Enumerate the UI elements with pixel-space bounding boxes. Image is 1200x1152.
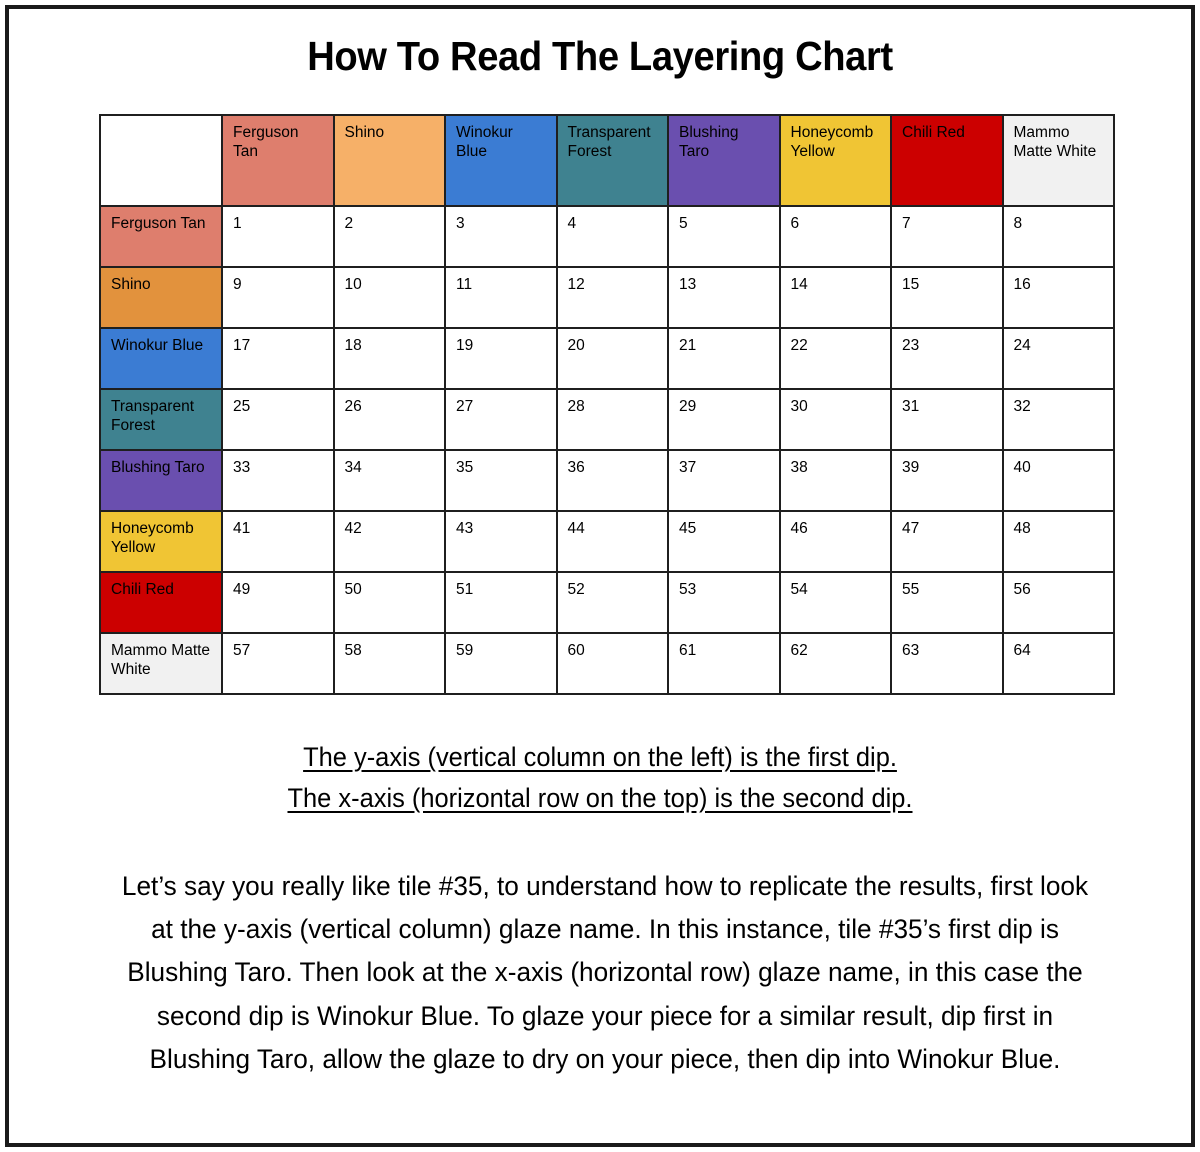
page-frame [5, 5, 1195, 1147]
tile-cell: 54 [780, 572, 892, 633]
table-row [100, 328, 1114, 389]
tile-cell: 34 [334, 450, 446, 511]
tile-cell: 15 [891, 267, 1003, 328]
axis-note-x: The x-axis (horizontal row on the top) is the second dip. [287, 782, 913, 813]
tile-cell: 50 [334, 572, 446, 633]
tile-cell: 20 [557, 328, 669, 389]
tile-cell: 33 [222, 450, 334, 511]
tile-cell: 19 [445, 328, 557, 389]
tile-cell: 31 [891, 389, 1003, 450]
tile-cell: 64 [1003, 633, 1115, 694]
column-header-ferguson-tan: Ferguson Tan [222, 115, 334, 206]
tile-cell: 60 [557, 633, 669, 694]
column-header-blushing-taro: Blushing Taro [668, 115, 780, 206]
row-header-blushing-taro: Blushing Taro [100, 450, 222, 511]
tile-cell: 6 [780, 206, 892, 267]
tile-cell: 53 [668, 572, 780, 633]
explanation-paragraph: Let’s say you really like tile #35, to understand how to replicate the results, first look at the y-axis (vertical column) glaze name. In this instance, tile #35’s first dip is Blushing Taro. Then look at the x-axis (horizontal row) glaze name, in this case the second dip is Winokur Blue. To glaze your piece for a similar result, dip first in Blushing Taro, allow the glaze to dry on your piece, then dip into Winokur Blue. [121, 871, 1089, 1074]
row-header-transparent-forest: Transparent Forest [100, 389, 222, 450]
tile-cell: 48 [1003, 511, 1115, 572]
tile-cell: 56 [1003, 572, 1115, 633]
table-row [100, 633, 1114, 694]
column-header-chili-red: Chili Red [891, 115, 1003, 206]
tile-cell: 9 [222, 267, 334, 328]
tile-cell: 11 [445, 267, 557, 328]
tile-cell: 63 [891, 633, 1003, 694]
row-header-winokur-blue: Winokur Blue [100, 328, 222, 389]
tile-cell: 13 [668, 267, 780, 328]
table-row [100, 389, 1114, 450]
tile-cell: 29 [668, 389, 780, 450]
tile-cell: 5 [668, 206, 780, 267]
row-header-shino: Shino [100, 267, 222, 328]
page-title: How To Read The Layering Chart [307, 33, 893, 79]
tile-cell: 36 [557, 450, 669, 511]
table-row [100, 511, 1114, 572]
table-row [100, 572, 1114, 633]
tile-cell: 40 [1003, 450, 1115, 511]
tile-cell: 45 [668, 511, 780, 572]
column-header-transparent-forest: Transparent Forest [557, 115, 669, 206]
tile-cell: 4 [557, 206, 669, 267]
tile-cell: 41 [222, 511, 334, 572]
layering-chart [99, 114, 1113, 695]
column-header-winokur-blue: Winokur Blue [445, 115, 557, 206]
tile-cell: 51 [445, 572, 557, 633]
tile-cell: 27 [445, 389, 557, 450]
table-corner-cell [100, 115, 222, 206]
tile-cell: 10 [334, 267, 446, 328]
row-header-chili-red: Chili Red [100, 572, 222, 633]
row-header-ferguson-tan: Ferguson Tan [100, 206, 222, 267]
axis-notes [9, 737, 1191, 818]
tile-cell: 61 [668, 633, 780, 694]
tile-cell: 37 [668, 450, 780, 511]
tile-cell: 39 [891, 450, 1003, 511]
column-header-shino: Shino [334, 115, 446, 206]
row-header-mammo-matte-white: Mammo Matte White [100, 633, 222, 694]
tile-cell: 57 [222, 633, 334, 694]
table-header-row [100, 115, 1114, 206]
tile-cell: 23 [891, 328, 1003, 389]
row-header-honeycomb-yellow: Honeycomb Yellow [100, 511, 222, 572]
tile-cell: 30 [780, 389, 892, 450]
tile-cell: 43 [445, 511, 557, 572]
column-header-mammo-matte-white: Mammo Matte White [1003, 115, 1115, 206]
table-row [100, 450, 1114, 511]
tile-cell: 32 [1003, 389, 1115, 450]
tile-cell: 21 [668, 328, 780, 389]
table-body [100, 115, 1114, 694]
tile-cell: 18 [334, 328, 446, 389]
tile-cell: 58 [334, 633, 446, 694]
table-row [100, 206, 1114, 267]
tile-cell: 1 [222, 206, 334, 267]
tile-cell: 25 [222, 389, 334, 450]
layering-table [99, 114, 1115, 695]
tile-cell: 42 [334, 511, 446, 572]
tile-cell: 28 [557, 389, 669, 450]
tile-cell: 24 [1003, 328, 1115, 389]
tile-cell: 44 [557, 511, 669, 572]
axis-note-y: The y-axis (vertical column on the left) is the first dip. [303, 742, 897, 772]
tile-cell: 14 [780, 267, 892, 328]
tile-cell: 22 [780, 328, 892, 389]
tile-cell: 49 [222, 572, 334, 633]
column-header-honeycomb-yellow: Honeycomb Yellow [780, 115, 892, 206]
tile-cell: 46 [780, 511, 892, 572]
tile-cell: 16 [1003, 267, 1115, 328]
tile-cell: 38 [780, 450, 892, 511]
tile-cell: 55 [891, 572, 1003, 633]
tile-cell: 2 [334, 206, 446, 267]
tile-cell: 17 [222, 328, 334, 389]
table-row [100, 267, 1114, 328]
tile-cell: 3 [445, 206, 557, 267]
tile-cell: 12 [557, 267, 669, 328]
tile-cell: 59 [445, 633, 557, 694]
tile-cell: 52 [557, 572, 669, 633]
tile-cell: 26 [334, 389, 446, 450]
tile-cell: 7 [891, 206, 1003, 267]
tile-cell: 35 [445, 450, 557, 511]
tile-cell: 8 [1003, 206, 1115, 267]
tile-cell: 47 [891, 511, 1003, 572]
tile-cell: 62 [780, 633, 892, 694]
